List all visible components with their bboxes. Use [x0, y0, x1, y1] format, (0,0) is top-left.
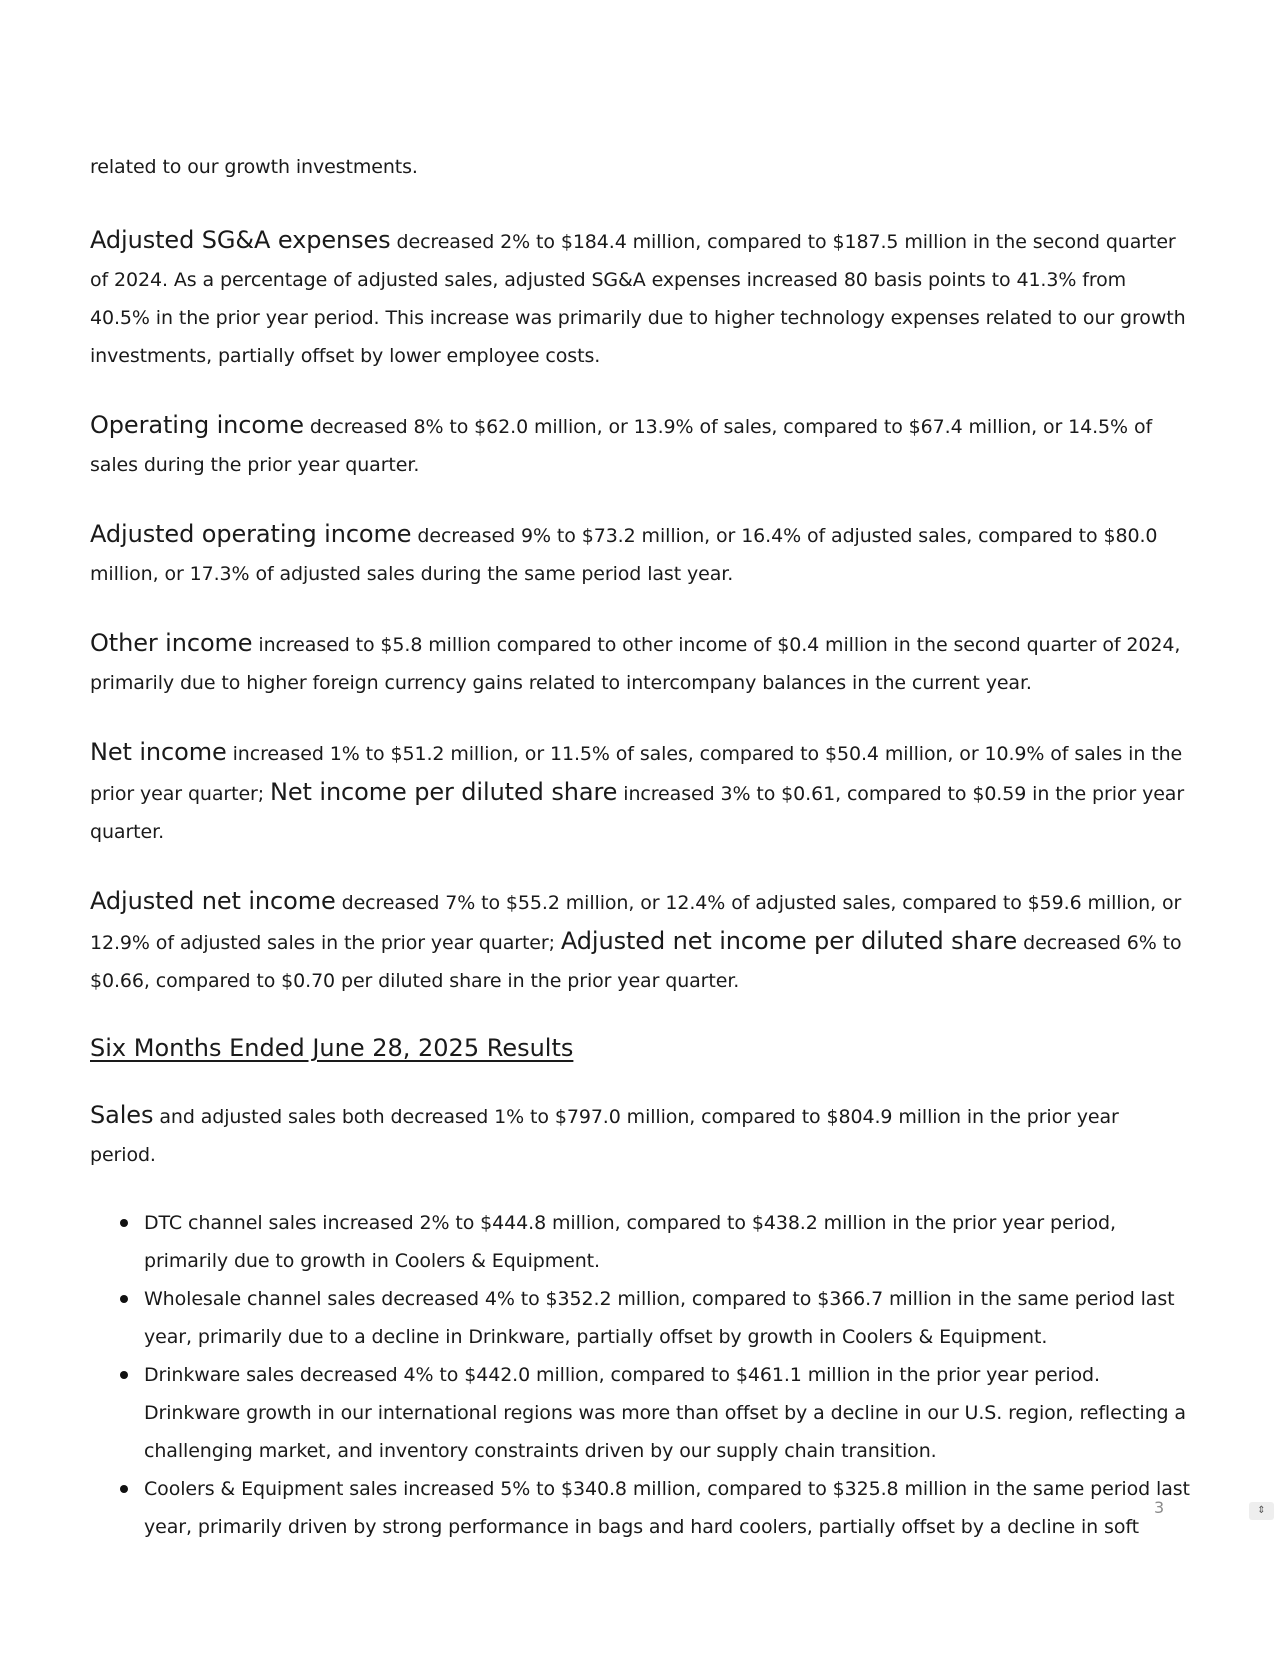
paragraph-body: related to our growth investments. [90, 156, 418, 178]
paragraph-body-secondary: increased 3% to $0.61, compared to $0.59 in the prior year quarter. [90, 783, 1185, 843]
paragraph-operating-income [90, 406, 1190, 484]
paragraph-lead: Operating income [90, 411, 304, 439]
paragraph-body: and adjusted sales both decreased 1% to $797.0 million, compared to $804.9 million in the prior year period. [90, 1106, 1119, 1166]
paragraph-other-income [90, 624, 1190, 702]
paragraph-lead: Other income [90, 629, 253, 657]
list-item: Coolers & Equipment sales increased 5% to $340.8 million, compared to $325.8 million in the same period last year, primarily driven by strong performance in bags and hard coolers, partially offset by a decline in soft [144, 1470, 1190, 1546]
paragraph-body: decreased 8% to $62.0 million, or 13.9% of sales, compared to $67.4 million, or 14.5% of sales during the prior year quarter. [90, 416, 1153, 476]
paragraph-lead-secondary: Net income per diluted share [270, 778, 618, 806]
paragraph-body: increased to $5.8 million compared to other income of $0.4 million in the second quarter of 2024, primarily due to higher foreign currency gains related to intercompany balances in the current year. [90, 634, 1181, 694]
list-item: Wholesale channel sales decreased 4% to $352.2 million, compared to $366.7 million in the same period last year, primarily due to a decline in Drinkware, partially offset by growth in Coolers & Equipment. [144, 1280, 1190, 1356]
paragraph-lead-secondary: Adjusted net income per diluted share [560, 927, 1018, 955]
paragraph-body: decreased 2% to $184.4 million, compared to $187.5 million in the second quarter of 2024. As a percentage of adjusted sales, adjusted SG&A expenses increased 80 basis points to 41.3% from 40.5% in the prior year period. This increase was primarily due to higher technology expenses related to our growth investments, partially offset by lower employee costs. [90, 231, 1186, 367]
paragraph-lead: Adjusted operating income [90, 520, 412, 548]
paragraph-sales [90, 1096, 1190, 1174]
list-item: DTC channel sales increased 2% to $444.8 million, compared to $438.2 million in the prior year period, primarily due to growth in Coolers & Equipment. [144, 1204, 1190, 1280]
paragraph-adjusted-net-income [90, 882, 1190, 1000]
paragraph-body: decreased 7% to $55.2 million, or 12.4% of adjusted sales, compared to $59.6 million, or 12.9% of adjusted sales in the prior year quarter; [90, 892, 1182, 954]
list-item: Drinkware sales decreased 4% to $442.0 million, compared to $461.1 million in the prior year period. Drinkware growth in our international regions was more than offset by a decline in our U.S. region, reflecting a challenging market, and inventory constraints driven by our supply chain transition. [144, 1356, 1190, 1470]
paragraph-continuation [90, 148, 1190, 186]
paragraph-adjusted-operating-income [90, 515, 1190, 593]
paragraph-body-secondary: decreased 6% to $0.66, compared to $0.70 per diluted share in the prior year quarter. [90, 932, 1182, 992]
paragraph-body: decreased 9% to $73.2 million, or 16.4% of adjusted sales, compared to $80.0 million, or 17.3% of adjusted sales during the same period last year. [90, 525, 1158, 585]
paragraph-net-income [90, 733, 1190, 851]
section-title: Six Months Ended June 28, 2025 Results [90, 1034, 574, 1062]
document-page [90, 148, 1190, 1546]
bullet-list [90, 1204, 1190, 1546]
page-number: 3 [1154, 1498, 1165, 1517]
scroll-stepper-icon[interactable]: ⇕ [1249, 1502, 1274, 1520]
paragraph-adjusted-sga [90, 221, 1190, 375]
paragraph-body: increased 1% to $51.2 million, or 11.5% of sales, compared to $50.4 million, or 10.9% of sales in the prior year quarter; [90, 743, 1183, 805]
paragraph-lead: Sales [90, 1101, 154, 1129]
paragraph-lead: Net income [90, 738, 227, 766]
paragraph-lead: Adjusted net income [90, 887, 336, 915]
paragraph-lead: Adjusted SG&A expenses [90, 226, 391, 254]
